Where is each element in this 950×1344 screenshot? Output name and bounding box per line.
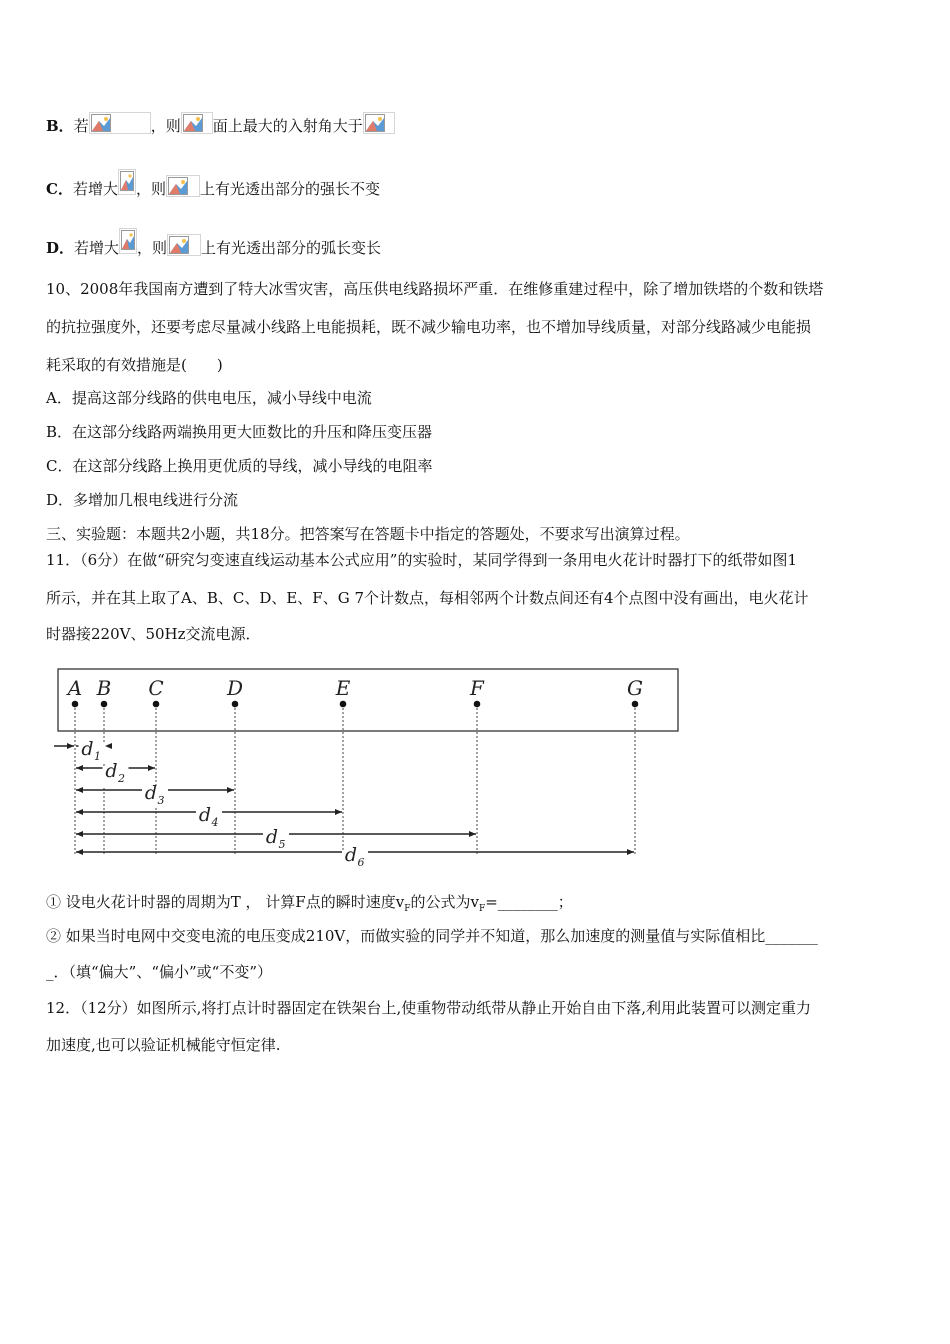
option-label: D．: [46, 239, 75, 257]
dimension-label-d3: d: [144, 782, 158, 804]
sub1-subscript: F: [478, 904, 486, 914]
sub1-subscript: F: [404, 904, 411, 914]
q11-sub1: [46, 892, 573, 919]
dimension-subscript-d2: 2: [118, 772, 125, 785]
formula-image-icon: [89, 112, 151, 134]
q11-stem-line-1: 11．（6分）在做“研究匀变速直线运动基本公式应用”的实验时，某同学得到一条用电火花计时器打下的纸带如图1: [46, 551, 798, 569]
q11-stem-line-2: 所示，并在其上取了A、B、C、D、E、F、G 7个计数点，每相邻两个计数点间还有4个点图中没有画出，电火花计: [46, 589, 809, 607]
option-text: 上有光透出部分的强长不变: [199, 180, 380, 198]
option-text: 若增大: [72, 180, 118, 198]
dimension-label-d5: d: [265, 826, 279, 848]
point-label-f: F: [470, 676, 484, 700]
point-dot-a: [72, 701, 79, 708]
point-dot-b: [101, 701, 108, 708]
arrowhead: [76, 765, 83, 771]
paper-tape-figure: [46, 664, 686, 869]
point-label-a: A: [67, 676, 83, 700]
option-text: 若增大: [74, 239, 120, 257]
formula-image-icon: [363, 112, 395, 134]
q12-stem-line-1: 12．（12分）如图所示,将打点计时器固定在铁架台上,使重物带动纸带从静止开始自由下落,利用此装置可以测定重力: [46, 999, 811, 1017]
option-text: 上有光透出部分的弧长变长: [201, 239, 382, 257]
q11-sub2-line-1: ② 如果当时电网中交变电流的电压变成210V，而做实验的同学并不知道，那么加速度的测量值与实际值相比_______: [46, 927, 818, 945]
option-label: B．: [46, 117, 74, 135]
q10-option-d: D．多增加几根电线进行分流: [46, 491, 239, 509]
arrowhead: [469, 831, 476, 837]
dimension-subscript-d1: 1: [94, 750, 101, 763]
q10-stem-line-3: 耗采取的有效措施是( ): [46, 356, 223, 374]
point-dot-c: [153, 701, 160, 708]
point-label-d: D: [226, 676, 244, 700]
q11-sub2-line-2: _．（填“偏大”、“偏小”或“不变”）: [46, 963, 273, 981]
q9-option-c: [46, 173, 380, 199]
formula-image-icon: [166, 175, 200, 197]
arrowhead: [148, 765, 155, 771]
q11-stem-line-3: 时器接220V、50Hz交流电源．: [46, 625, 261, 643]
q10-stem-line-1: 10、2008年我国南方遭到了特大冰雪灾害，高压供电线路损坏严重．在维修重建过程中，除了增加铁塔的个数和铁塔: [46, 280, 824, 298]
arrowhead: [76, 849, 83, 855]
option-text: 若: [73, 117, 89, 135]
q10-option-b: B．在这部分线路两端换用更大匝数比的升压和降压变压器: [46, 423, 433, 441]
q9-option-b: [46, 114, 395, 136]
point-dot-g: [632, 701, 639, 708]
arrowhead: [76, 809, 83, 815]
dimension-subscript-d5: 5: [278, 838, 286, 851]
point-label-c: C: [148, 676, 164, 700]
arrowhead: [105, 743, 112, 749]
q9-option-d: [46, 232, 381, 258]
dimension-label-d4: d: [198, 804, 212, 826]
formula-image-icon: [118, 169, 136, 195]
option-text: ，则: [137, 239, 168, 257]
point-dot-d: [232, 701, 239, 708]
dimension-label-d1: d: [81, 738, 94, 760]
q10-stem-line-2: 的抗拉强度外，还要考虑尽量减小线路上电能损耗，既不减少输电功率，也不增加导线质量，对部分线路减少电能损: [46, 318, 812, 336]
option-text: ，则: [150, 117, 181, 135]
sub1-prefix: ① 设电火花计时器的周期为T ， 计算F点的瞬时速度v: [46, 893, 405, 911]
q10-option-c: C．在这部分线路上换用更优质的导线，减小导线的电阻率: [46, 457, 433, 475]
dimension-label-d6: d: [344, 844, 358, 866]
point-label-e: E: [335, 676, 351, 700]
point-label-b: B: [96, 676, 112, 700]
arrowhead: [67, 743, 74, 749]
section-heading: 三、实验题：本题共2小题，共18分。把答案写在答题卡中指定的答题处，不要求写出演算过程。: [46, 525, 690, 543]
dimension-label-d2: d: [105, 760, 118, 782]
sub1-tail: =________；: [485, 893, 573, 911]
q12-stem-line-2: 加速度,也可以验证机械能守恒定律.: [46, 1036, 281, 1054]
point-dot-f: [474, 701, 481, 708]
option-text: 面上最大的入射角大于: [212, 117, 363, 135]
formula-image-icon: [167, 234, 201, 256]
dimension-subscript-d6: 6: [357, 856, 365, 869]
formula-image-icon: [119, 228, 137, 254]
arrowhead: [627, 849, 634, 855]
option-label: C．: [46, 180, 73, 198]
formula-image-icon: [181, 112, 213, 134]
point-dot-e: [340, 701, 347, 708]
dimension-subscript-d3: 3: [157, 794, 165, 807]
option-text: ，则: [135, 180, 166, 198]
arrowhead: [76, 787, 83, 793]
dimension-subscript-d4: 4: [211, 816, 219, 829]
arrowhead: [335, 809, 342, 815]
sub1-mid: 的公式为v: [410, 893, 479, 911]
arrowhead: [76, 831, 83, 837]
arrowhead: [227, 787, 234, 793]
q10-option-a: A．提高这部分线路的供电电压，减小导线中电流: [46, 389, 372, 407]
point-label-g: G: [627, 676, 643, 700]
